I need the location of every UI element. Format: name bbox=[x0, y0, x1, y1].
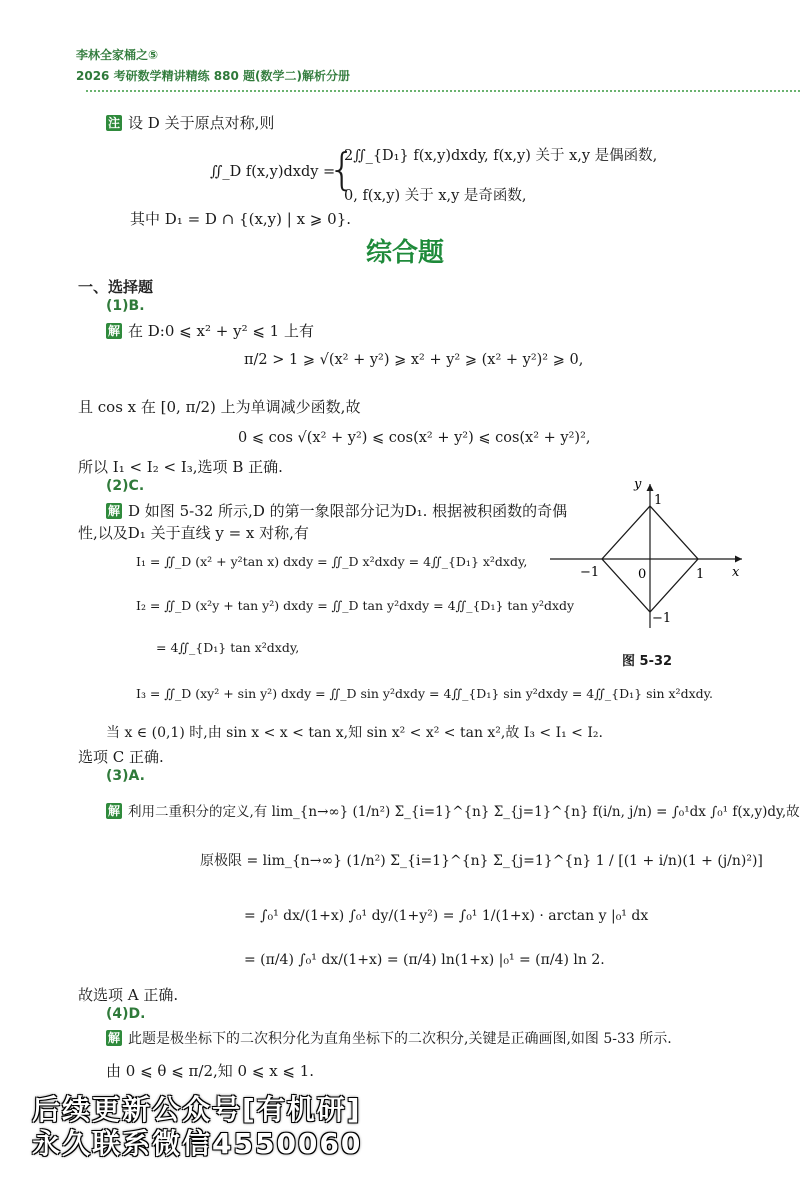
tick-y-neg: −1 bbox=[652, 611, 672, 626]
q3-line1-text: 利用二重积分的定义,有 lim_{n→∞} (1/n²) Σ_{i=1}^{n} Σ_{j=1}^{n} f(i/n, j/n) = ∫₀¹dx ∫₀¹ f(x,y)dy,故 bbox=[128, 804, 800, 820]
note-lhs: ∬_D f(x,y)dxdy = bbox=[210, 164, 336, 180]
note-tag: 注 bbox=[108, 116, 121, 130]
q4-tag: 解 bbox=[108, 1031, 121, 1045]
q3-formula-3: = (π/4) ∫₀¹ dx/(1+x) = (π/4) ln(1+x) |₀¹ = (π/4) ln 2. bbox=[244, 952, 605, 968]
q1-line2: 且 cos x 在 [0, π/2) 上为单调减少函数,故 bbox=[78, 398, 361, 416]
q2-answer: (2)C. bbox=[106, 478, 145, 494]
q2-line4: 选项 C 正确. bbox=[78, 748, 164, 766]
q2-i2: I₂ = ∬_D (x²y + tan y²) dxdy = ∬_D tan y²dxdy = 4∬_{D₁} tan y²dxdy bbox=[136, 598, 575, 613]
header-divider bbox=[86, 90, 800, 92]
tick-x-pos: 1 bbox=[696, 567, 705, 582]
q1-formula-2: 0 ⩽ cos √(x² + y²) ⩽ cos(x² + y²) ⩽ cos(x² + y²)², bbox=[238, 430, 591, 446]
section-title: 综合题 bbox=[366, 238, 445, 268]
note-where: 其中 D₁ = D ∩ {(x,y) | x ⩾ 0}. bbox=[130, 210, 352, 228]
part-heading: 一、选择题 bbox=[78, 278, 154, 296]
q3-answer: (3)A. bbox=[106, 768, 145, 784]
x-axis-label: x bbox=[732, 565, 740, 580]
q4-line1 bbox=[106, 1028, 672, 1048]
q3-formula-2: = ∫₀¹ dx/(1+x) ∫₀¹ dy/(1+y²) = ∫₀¹ 1/(1+x) · arctan y |₀¹ dx bbox=[244, 908, 649, 924]
note-intro-line bbox=[106, 112, 274, 133]
y-axis-label: y bbox=[634, 478, 642, 492]
q1-line1-text: 在 D:0 ⩽ x² + y² ⩽ 1 上有 bbox=[128, 322, 314, 340]
q4-answer: (4)D. bbox=[106, 1006, 146, 1022]
q3-tag: 解 bbox=[108, 804, 121, 818]
q2-line3: 当 x ∈ (0,1) 时,由 sin x < x < tan x,知 sin x² < x² < tan x²,故 I₃ < I₁ < I₂. bbox=[106, 725, 603, 741]
tick-y-pos: 1 bbox=[654, 493, 663, 508]
q2-line1 bbox=[106, 500, 567, 521]
figure-5-32 bbox=[546, 478, 746, 668]
q4-line2: 由 0 ⩽ θ ⩽ π/2,知 0 ⩽ x ⩽ 1. bbox=[106, 1062, 315, 1080]
q2-line1-text: D 如图 5-32 所示,D 的第一象限部分记为D₁. 根据被积函数的奇偶 bbox=[128, 502, 568, 520]
q2-i1: I₁ = ∬_D (x² + y²tan x) dxdy = ∬_D x²dxdy = 4∬_{D₁} x²dxdy, bbox=[136, 554, 528, 569]
note-case-1: 2∬_{D₁} f(x,y)dxdy, f(x,y) 关于 x,y 是偶函数, bbox=[344, 148, 658, 164]
watermark-line-1: 后续更新公众号[有机研] bbox=[32, 1093, 362, 1126]
q1-tag: 解 bbox=[108, 324, 121, 338]
header-book-title: 2026 考研数学精讲精练 880 题(数学二)解析分册 bbox=[76, 69, 350, 83]
q1-line1 bbox=[106, 320, 314, 341]
header-series: 李林全家桶之⑤ bbox=[76, 48, 159, 62]
q2-i3: I₃ = ∬_D (xy² + sin y²) dxdy = ∬_D sin y²dxdy = 4∬_{D₁} sin y²dxdy = 4∬_{D₁} sin x²dxdy. bbox=[136, 686, 713, 701]
q1-line3: 所以 I₁ < I₂ < I₃,选项 B 正确. bbox=[78, 458, 283, 476]
q2-line2: 性,以及D₁ 关于直线 y = x 对称,有 bbox=[78, 524, 309, 542]
watermark-line-2: 永久联系微信4550060 bbox=[32, 1127, 363, 1160]
q2-tag: 解 bbox=[108, 504, 121, 518]
origin-label: 0 bbox=[638, 567, 647, 582]
tick-x-neg: −1 bbox=[580, 565, 600, 580]
q3-line2: 故选项 A 正确. bbox=[78, 986, 179, 1004]
note-case-2: 0, f(x,y) 关于 x,y 是奇函数, bbox=[344, 188, 527, 204]
q4-line1-text: 此题是极坐标下的二次积分化为直角坐标下的二次积分,关键是正确画图,如图 5-33 所示. bbox=[128, 1031, 672, 1047]
q2-i2b: = 4∬_{D₁} tan x²dxdy, bbox=[156, 640, 300, 655]
figure-caption: 图 5-32 bbox=[622, 654, 673, 669]
q3-formula-1: 原极限 = lim_{n→∞} (1/n²) Σ_{i=1}^{n} Σ_{j=1}^{n} 1 / [(1 + i/n)(1 + (j/n)²)] bbox=[200, 853, 763, 869]
q1-formula-1: π/2 > 1 ⩾ √(x² + y²) ⩾ x² + y² ⩾ (x² + y²)² ⩾ 0, bbox=[244, 352, 584, 368]
note-brace: { bbox=[328, 144, 356, 195]
q1-answer: (1)B. bbox=[106, 298, 145, 314]
note-intro: 设 D 关于原点对称,则 bbox=[128, 114, 275, 132]
q3-line1 bbox=[106, 800, 800, 820]
